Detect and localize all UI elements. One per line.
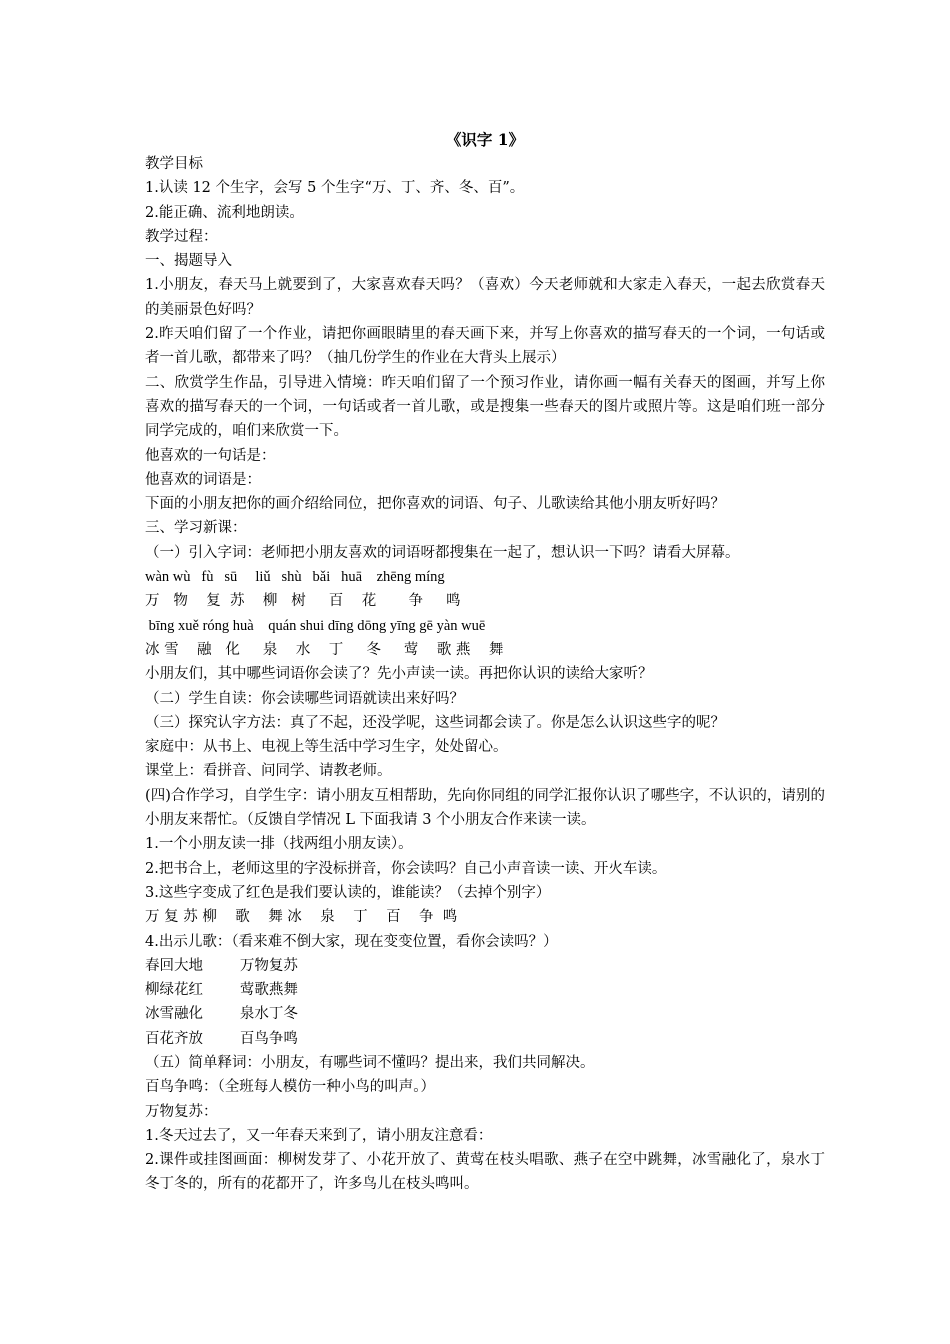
poem-line: 春回大地 万物复苏 [145, 957, 298, 974]
list-item: 4.出示儿歌：（看来难不倒大家，现在变变位置，看你会读吗？） [145, 933, 558, 950]
paragraph: （五）简单释词：小朋友，有哪些词不懂吗？提出来，我们共同解决。 [145, 1054, 595, 1071]
paragraph: 小朋友们，其中哪些词语你会读了？先小声读一读。再把你认识的读给大家听？ [145, 666, 653, 683]
character-row: 万 复 苏 柳 歌 舞 冰 泉 丁 百 争 鸣 [145, 909, 458, 926]
paragraph: （一）引入字词：老师把小朋友喜欢的词语呀都搜集在一起了，想认识一下吗？请看大屏幕。 [145, 544, 740, 561]
list-item: 3.这些字变成了红色是我们要认读的，谁能读？（去掉个别字） [145, 884, 551, 901]
paragraph: 二、欣赏学生作品，引导进入情境：昨天咱们留了一个预习作业，请你画一幅有关春天的图画，并写上你喜欢的描写春天的一个词，一句话或者一首儿歌，或是搜集一些春天的图片或照片等。这是咱们班一部分同学完成的，咱们来欣赏一下。 [145, 374, 825, 440]
document-title: 《识字 1》 [445, 130, 525, 149]
poem-line: 百花齐放 百鸟争鸣 [145, 1030, 298, 1047]
list-item: 2.把书合上，老师这里的字没标拼音，你会读吗？自己小声音读一读、开火车读。 [145, 860, 667, 877]
paragraph: 他喜欢的一句话是： [145, 447, 276, 464]
paragraph: 课堂上：看拼音、问同学、请教老师。 [145, 763, 392, 780]
paragraph: 他喜欢的词语是： [145, 471, 261, 488]
paragraph: 1.小朋友，春天马上就要到了，大家喜欢春天吗？（喜欢）今天老师就和大家走入春天，一起去欣赏春天的美丽景色好吗？ [145, 277, 825, 318]
poem-line: 冰雪融化 泉水丁冬 [145, 1006, 298, 1023]
list-item: 2.课件或挂图画面：柳树发芽了、小花开放了、黄莺在枝头唱歌、燕子在空中跳舞，冰雪融化了，泉水丁冬丁冬的，所有的花都开了，许多鸟儿在枝头鸣叫。 [145, 1152, 825, 1193]
objective-item: 1.认读 12 个生字，会写 5 个生字“万、丁、齐、冬、百”。 [145, 180, 525, 197]
document-page [145, 128, 825, 1197]
section-heading: 三、学习新课： [145, 520, 247, 537]
paragraph: 家庭中：从书上、电视上等生活中学习生字，处处留心。 [145, 739, 508, 756]
objective-item: 2.能正确、流利地朗读。 [145, 204, 304, 221]
character-row: 冰 雪 融 化 泉 水 丁 冬 莺 歌 燕 舞 [145, 641, 504, 658]
section-heading: 一、揭题导入 [145, 253, 232, 270]
poem-line: 柳绿花红 莺歌燕舞 [145, 982, 298, 999]
list-item: 1.冬天过去了，又一年春天来到了，请小朋友注意看： [145, 1127, 493, 1144]
paragraph: 万物复苏： [145, 1103, 218, 1120]
paragraph: 2.昨天咱们留了一个作业，请把你画眼睛里的春天画下来，并写上你喜欢的描写春天的一个词，一句话或者一首儿歌，都带来了吗？（抽几份学生的作业在大背头上展示） [145, 326, 825, 367]
list-item: 1.一个小朋友读一排（找两组小朋友读）。 [145, 836, 413, 853]
paragraph: 下面的小朋友把你的画介绍给同位，把你喜欢的词语、句子、儿歌读给其他小朋友听好吗？ [145, 496, 725, 513]
pinyin-row: bīng xuě róng huà quán shui dīng dōng yīng gē yàn wuē [145, 617, 486, 634]
section-heading: 教学目标 [145, 156, 203, 172]
pinyin-row: wàn wù fù sū liǔ shù bǎi huā zhēng míng [145, 569, 445, 586]
character-row: 万 物 复 苏 柳 树 百 花 争 鸣 [145, 593, 461, 610]
paragraph: (四)合作学习，自学生字：请小朋友互相帮助，先向你同组的同学汇报你认识了哪些字，不认识的，请别的小朋友来帮忙。（反馈自学情况 L 下面我请 3 个小朋友合作来读一读。 [145, 787, 825, 829]
paragraph: （三）探究认字方法：真了不起，还没学呢，这些词都会读了。你是怎么认识这些字的呢？ [145, 714, 725, 731]
section-heading: 教学过程： [145, 228, 218, 245]
paragraph: 百鸟争鸣：（全班每人模仿一种小鸟的叫声。） [145, 1079, 435, 1096]
paragraph: （二）学生自读：你会读哪些词语就读出来好吗？ [145, 690, 464, 707]
